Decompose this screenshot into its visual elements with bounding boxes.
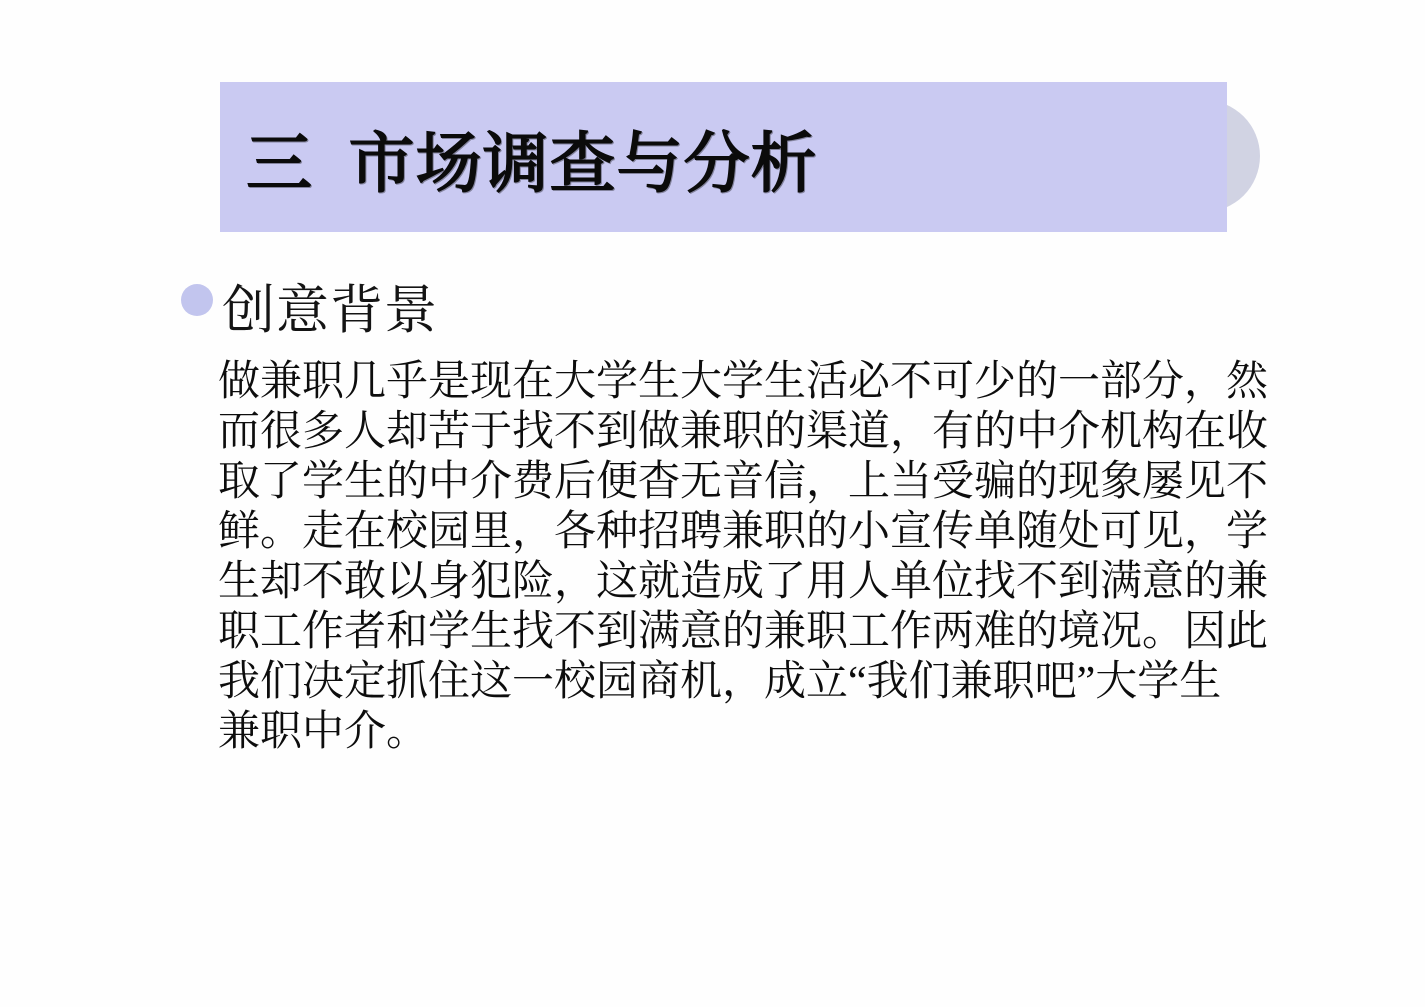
section-heading: 创意背景	[222, 282, 438, 340]
slide-title: 三 市场调查与分析	[246, 127, 818, 201]
body-line-3: 取了学生的中介费后便杳无音信，上当受骗的现象屡见不	[218, 459, 1269, 505]
body-line-1: 做兼职几乎是现在大学生大学生活必不可少的一部分，然	[218, 359, 1269, 405]
body-line-8: 兼职中介。	[218, 709, 429, 755]
body-line-2: 而很多人却苦于找不到做兼职的渠道，有的中介机构在收	[218, 409, 1269, 455]
body-line-6: 职工作者和学生找不到满意的兼职工作两难的境况。因此	[218, 609, 1269, 655]
body-paragraph	[218, 357, 1269, 757]
title-bar	[220, 82, 1227, 232]
body-line-5: 生却不敢以身犯险，这就造成了用人单位找不到满意的兼	[218, 559, 1269, 605]
body-line-4: 鲜。走在校园里，各种招聘兼职的小宣传单随处可见，学	[218, 509, 1269, 555]
body-line-7: 我们决定抓住这一校园商机，成立“我们兼职吧”大学生	[218, 659, 1222, 705]
bullet-icon	[181, 284, 213, 316]
